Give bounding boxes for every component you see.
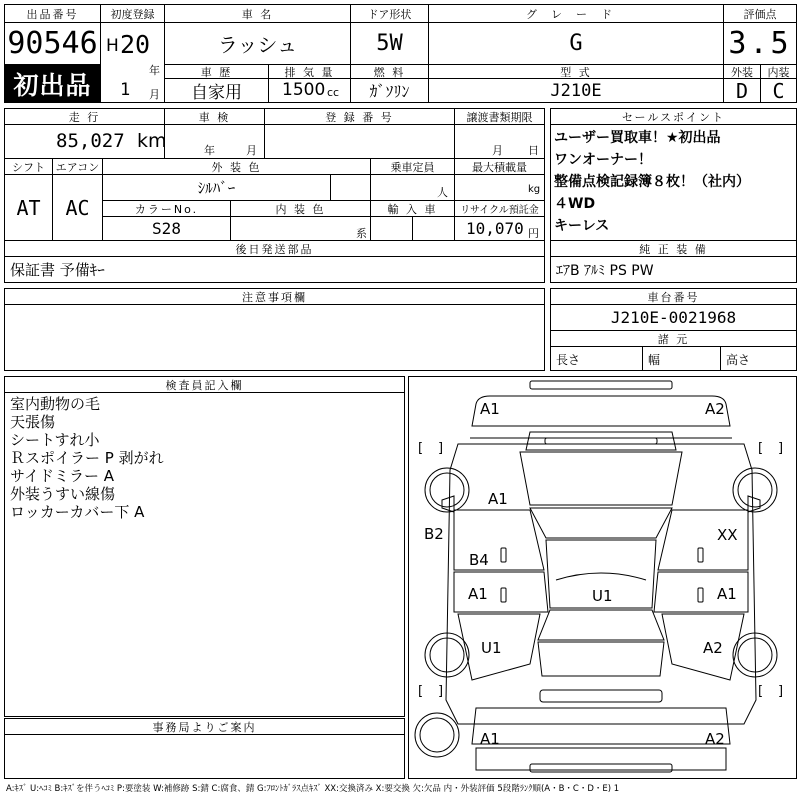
exterior-color: ｼﾙﾊﾞｰ [197,179,236,197]
mark-front-right: A2 [705,400,725,418]
mark-rear-right: A2 [705,730,725,748]
mileage-unit: km [137,130,167,152]
mark-right-rear-door: XX [717,526,738,544]
svg-text:[: [ [758,441,764,456]
svg-text:]: ] [778,684,784,699]
mileage-label: 走 行 [68,110,101,124]
width-label: 幅 [648,352,661,367]
rear-window-shape [538,610,664,640]
mark-left-rear-door: B4 [469,551,489,569]
grade: G [569,31,583,56]
first-registration-label: 初度登録 [110,7,155,21]
spare-wheel-shape [415,713,459,757]
exterior-grade: D [735,78,749,103]
svg-text:[: [ [418,441,424,456]
equipment-label: 純 正 装 備 [639,242,708,256]
legend-text: A:ｷｽﾞ U:ﾍｺﾐ B:ｷｽﾞを伴うﾍｺﾐ P:要塗装 W:補修跡 S:錆 C:腐食、錆 G:ﾌﾛﾝﾄｶﾞﾗｽ点ｷｽﾞ XX:交換済み X:要交換 欠:欠品 内・外装評価 5段階ﾗﾝｸ順(A・B・C・D・E) 1 [6,784,620,794]
mark-roof: U1 [592,587,613,605]
rear-panel-shape [472,708,730,744]
shift: AT [16,195,41,220]
mileage: 85,027 [56,130,125,152]
mark-left-front-door: B2 [424,525,444,543]
shift-label: シフト [12,160,45,174]
inspector-note: Ｒスポイラー P 剥がれ [10,449,164,467]
rear-bumper-shape [540,690,662,702]
sales-points-label: セールスポイント [621,110,725,124]
score: 3.5 [728,26,792,61]
fuel-label: 燃 料 [373,65,406,79]
history-label: 車 歴 [200,65,233,79]
interior-color-label: 内 装 色 [275,202,326,216]
era-letter: H [106,36,119,56]
windshield-shape [530,508,672,538]
chassis-label: 車台番号 [647,290,700,304]
fuel: ｶﾞｿﾘﾝ [369,82,410,101]
later-parts: 保証書 予備ｷｰ [10,261,105,279]
mark-hood: A1 [488,490,508,508]
sales-point: ワンオーナー！ [554,152,652,168]
svg-text:[: [ [758,684,764,699]
svg-text:[: [ [418,684,424,699]
month-unit: 月 [149,88,160,101]
car-damage-diagram [409,377,796,778]
transfer-deadline-label: 譲渡書類期限 [466,110,533,124]
svg-text:]: ] [438,684,444,699]
mark-left-rear-quarter: U1 [481,639,502,657]
inspector-notes [10,395,400,521]
color-number: S28 [152,219,181,238]
inspection-label: 車 検 [198,110,231,124]
registration-month: 1 [120,80,131,100]
model-code: J210E [550,80,602,101]
equipment-items: ｴｱB ｱﾙﾐ PS PW [556,262,654,279]
inspector-note: ロッカーカバー下 A [10,503,145,521]
model-label: 型 式 [560,65,592,79]
inspector-note: 外装うすい線傷 [10,485,116,503]
car-name-label: 車 名 [241,7,274,21]
capacity-unit: 人 [437,186,448,199]
interior-grade: C [772,78,785,103]
office-label: 事務局よりご案内 [152,720,257,734]
grade-label: グレード [526,7,626,21]
history: 自家用 [191,83,242,103]
wheel-front-left-shape [425,468,469,512]
dimensions-label: 諸 元 [657,332,690,346]
lot-number: 90546 [7,26,98,61]
exterior-label: 外装 [731,65,753,79]
sales-point: 整備点検記録簿８枚！（社内） [554,174,750,190]
chassis-number: J210E-0021968 [610,308,737,327]
aircon-label: エアコン [55,160,100,174]
score-label: 評価点 [743,7,777,21]
displacement-label: 排 気 量 [284,65,335,79]
svg-text:]: ] [438,441,444,456]
max-load-label: 最大積載量 [472,160,527,174]
front-panel-shape [472,396,730,426]
transfer-day-unit: 日 [528,144,539,157]
mark-right-rear-quarter: A2 [703,639,723,657]
svg-text:]: ] [778,441,784,456]
recycle-fee-unit: 円 [528,227,539,240]
car-name: ラッシュ [217,33,298,57]
recycle-fee: 10,070 [466,219,524,238]
recycle-fee-label: リサイクル預託金 [460,205,539,216]
sales-points-list [554,127,794,239]
color-number-label: カラーNo. [134,202,199,216]
mark-front-left: A1 [480,400,500,418]
front-bumper-shape [530,381,672,389]
height-label: 高さ [726,352,751,367]
left-front-door-shape [454,510,544,570]
later-parts-label: 後日発送部品 [235,242,314,256]
notes-label: 注意事項欄 [242,290,307,304]
wheel-front-right-shape [733,468,777,512]
lot-number-label: 出品番号 [26,7,79,21]
max-load-unit: kg [528,184,541,195]
tailgate-shape [538,642,664,676]
interior-label: 内装 [767,65,790,79]
reg-number-label: 登 録 番 号 [325,110,394,124]
mark-left-sill: A1 [468,585,488,603]
first-listing-badge: 初出品 [13,70,92,100]
sales-point: ユーザー買取車！★初出品 [554,130,721,146]
inspection-year-unit: 年 [204,144,215,157]
aircon: AC [65,195,90,220]
inspector-note: シートすれ小 [10,431,100,449]
interior-color-unit: 系 [356,227,367,240]
hood-shape [520,452,682,505]
inspector-note: サイドミラー A [10,467,114,485]
transfer-month-unit: 月 [492,144,503,157]
door-type-label: ドア形状 [367,7,412,21]
mark-rear-left: A1 [480,730,500,748]
sales-point: ４WD [554,196,596,212]
capacity-label: 乗車定員 [390,160,435,174]
displacement-unit: cc [327,86,340,99]
door-type: 5W [376,31,403,56]
displacement: 1500 [282,80,326,100]
length-label: 長さ [556,352,581,367]
registration-year: 20 [120,30,151,59]
mark-right-sill: A1 [717,585,737,603]
inspector-label: 検査員記入欄 [165,378,244,392]
exterior-color-label: 外 装 色 [211,160,262,174]
body-outline-shape [446,444,756,724]
inspector-note: 室内動物の毛 [10,395,101,413]
sales-point: キーレス [554,218,610,234]
inspector-note: 天張傷 [10,413,56,431]
inspection-month-unit: 月 [246,144,257,157]
import-car-label: 輸 入 車 [387,202,438,216]
year-unit: 年 [149,64,160,77]
